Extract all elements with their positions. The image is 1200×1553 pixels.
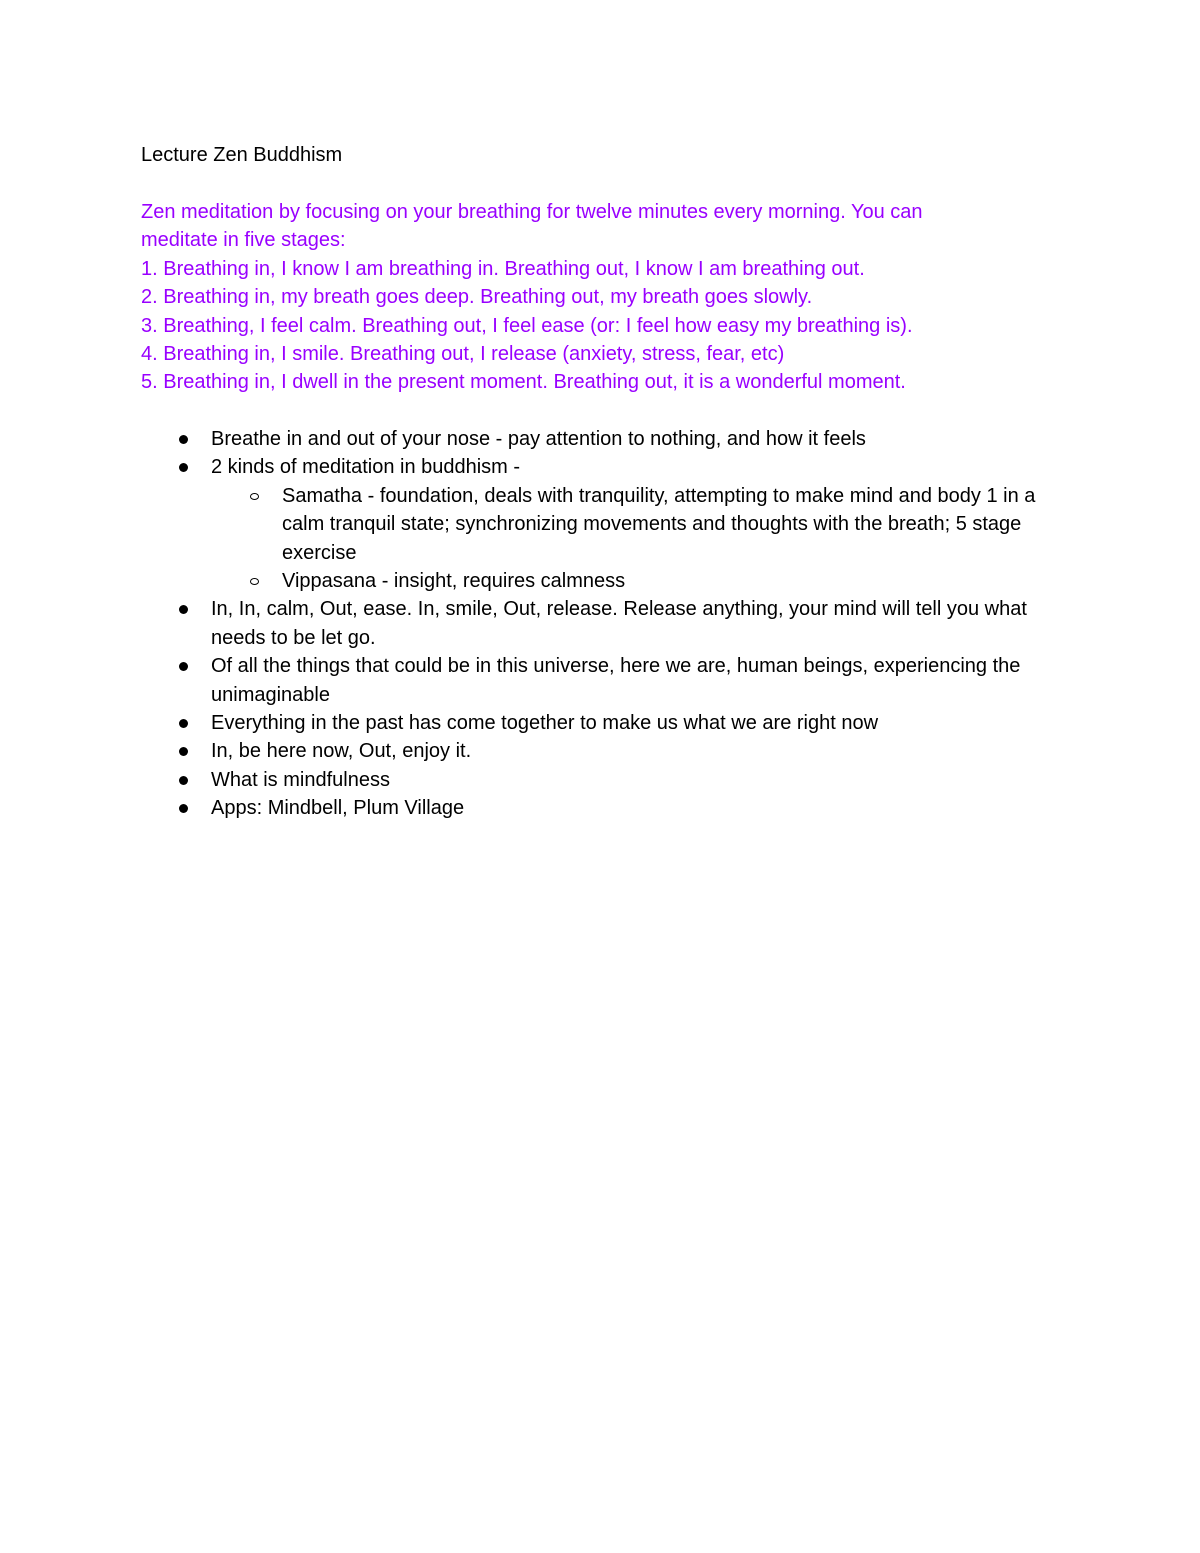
list-item bbox=[141, 737, 1071, 765]
filled-bullet-icon bbox=[179, 435, 188, 444]
filled-bullet-icon bbox=[179, 804, 188, 813]
list-item-text: 2 kinds of meditation in buddhism - bbox=[211, 456, 521, 479]
filled-bullet-icon bbox=[179, 747, 188, 756]
list-item-text: Breathe in and out of your nose - pay attention to nothing, and how it feels bbox=[211, 428, 866, 450]
list-item-text: Of all the things that could be in this universe, here we are, human beings, experiencing the unimaginable bbox=[211, 655, 1021, 706]
list-item bbox=[141, 595, 1071, 652]
document-title: Lecture Zen Buddhism bbox=[141, 144, 343, 166]
meditation-stages-block bbox=[141, 198, 1041, 397]
filled-bullet-icon bbox=[179, 605, 188, 614]
stage-line: 5. Breathing in, I dwell in the present moment. Breathing out, it is a wonderful moment. bbox=[141, 371, 906, 394]
hollow-bullet-icon bbox=[250, 578, 259, 585]
list-item-text: In, be here now, Out, enjoy it. bbox=[211, 740, 472, 763]
filled-bullet-icon bbox=[179, 662, 188, 671]
notes-bullet-list bbox=[141, 425, 1071, 823]
stage-line: 4. Breathing in, I smile. Breathing out, I release (anxiety, stress, fear, etc) bbox=[141, 343, 785, 366]
sub-list-item-text: Vippasana - insight, requires calmness bbox=[282, 570, 626, 593]
list-item bbox=[141, 794, 1071, 822]
list-item-text: Apps: Mindbell, Plum Village bbox=[211, 797, 465, 820]
sub-list-item bbox=[141, 482, 1071, 567]
sub-list-item-text: Samatha - foundation, deals with tranquility, attempting to make mind and body 1 in a calm tranquil state; synchronizing movements and thoughts with the breath; 5 stage exercise bbox=[282, 484, 1036, 564]
stage-line: 1. Breathing in, I know I am breathing in. Breathing out, I know I am breathing out. bbox=[141, 257, 865, 280]
list-item-text: What is mindfulness bbox=[211, 768, 390, 791]
filled-bullet-icon bbox=[179, 463, 188, 472]
list-item-text: Everything in the past has come together to make us what we are right now bbox=[211, 712, 879, 735]
intro-line: Zen meditation by focusing on your breathing for twelve minutes every morning. You can bbox=[141, 201, 923, 223]
filled-bullet-icon bbox=[179, 719, 188, 728]
intro-line: meditate in five stages: bbox=[141, 229, 346, 252]
list-item bbox=[141, 709, 1071, 737]
stage-line: 2. Breathing in, my breath goes deep. Breathing out, my breath goes slowly. bbox=[141, 286, 813, 309]
stage-line: 3. Breathing, I feel calm. Breathing out, I feel ease (or: I feel how easy my breathing is). bbox=[141, 314, 913, 337]
filled-bullet-icon bbox=[179, 776, 188, 785]
list-item bbox=[141, 766, 1071, 794]
list-item-text: In, In, calm, Out, ease. In, smile, Out, release. Release anything, your mind will tell you what needs to be let go. bbox=[211, 598, 1027, 649]
list-item bbox=[141, 425, 1071, 453]
list-item bbox=[141, 652, 1071, 709]
hollow-bullet-icon bbox=[250, 493, 259, 500]
sub-list-item bbox=[141, 567, 1071, 595]
list-item bbox=[141, 453, 1071, 481]
